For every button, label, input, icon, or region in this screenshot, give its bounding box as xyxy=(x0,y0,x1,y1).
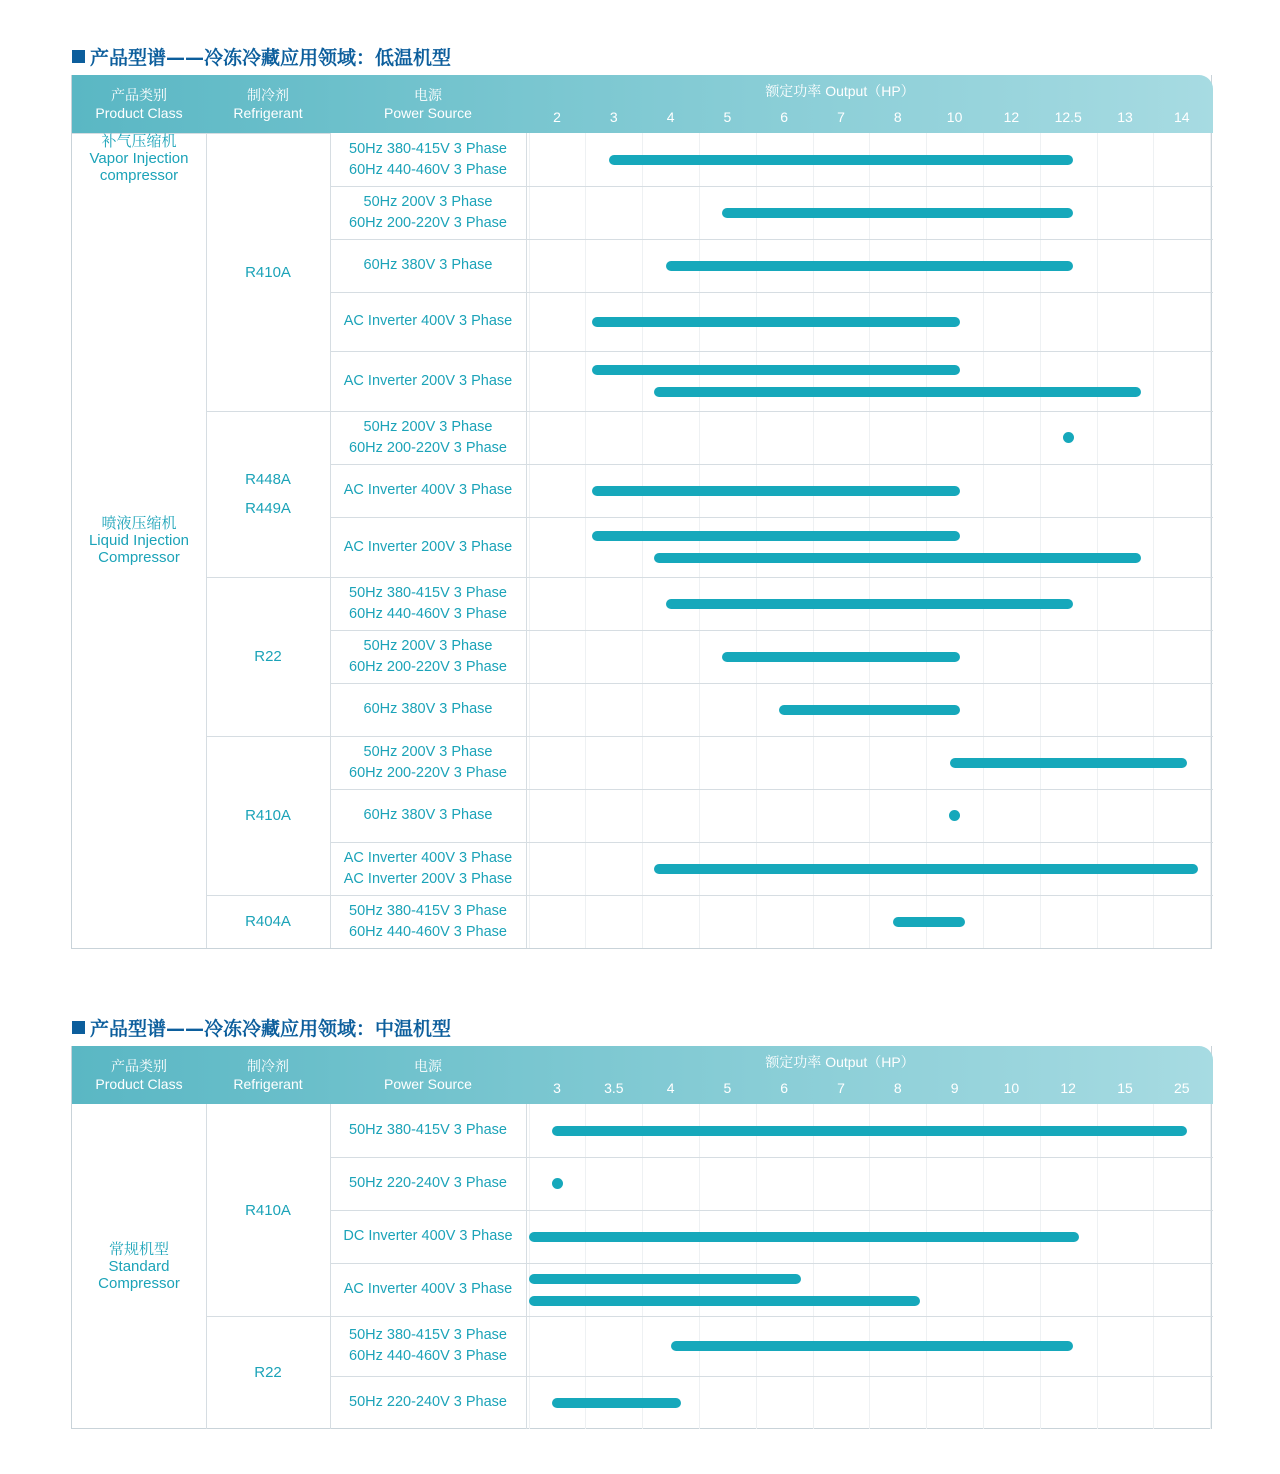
spectrum-table xyxy=(71,1046,1212,1429)
grid-vline xyxy=(813,1104,814,1429)
header-class-en: Product Class xyxy=(95,105,183,121)
power-source-text: 60Hz 200-220V 3 Phase xyxy=(349,764,507,781)
grid-vline xyxy=(529,133,530,948)
range-bar xyxy=(592,486,960,496)
output-axis-title: 额定功率 Output（HP） xyxy=(765,1054,915,1070)
range-dot xyxy=(949,810,960,821)
column-divider xyxy=(526,133,527,948)
grid-vline xyxy=(642,1104,643,1429)
power-source-label xyxy=(330,1104,526,1157)
header-ref-en: Refrigerant xyxy=(233,1076,303,1092)
header-class-en: Product Class xyxy=(95,1076,183,1092)
power-source-text: AC Inverter 200V 3 Phase xyxy=(343,538,513,555)
grid-vline xyxy=(1153,133,1154,948)
range-bar xyxy=(654,387,1141,397)
refrigerant-text: R22 xyxy=(254,648,282,665)
refrigerant-text: R448A xyxy=(245,471,291,488)
power-source-text: 50Hz 220-240V 3 Phase xyxy=(349,1175,507,1191)
x-tick-label: 12 xyxy=(1003,109,1020,125)
header-class-cn: 产品类别 xyxy=(111,87,167,103)
power-source-label xyxy=(330,842,526,895)
power-source-text: AC Inverter 400V 3 Phase xyxy=(343,313,513,329)
range-bar xyxy=(666,599,1074,609)
power-source-text: 50Hz 380-415V 3 Phase xyxy=(349,1327,507,1343)
grid-vline xyxy=(869,1104,870,1429)
product-class-text: 补气压缩机 xyxy=(101,133,177,150)
range-bar xyxy=(592,365,960,375)
power-source-label xyxy=(330,630,526,683)
x-tick-label: 3 xyxy=(553,1080,561,1096)
power-source-label xyxy=(330,351,526,411)
x-tick-label: 5 xyxy=(723,109,732,125)
mid-temp-section xyxy=(0,1013,1280,1433)
refrigerant-text: R410A xyxy=(245,263,291,281)
section-title xyxy=(72,1013,451,1041)
header-pow-en: Power Source xyxy=(384,1076,472,1092)
power-source-label xyxy=(330,517,526,577)
section-title xyxy=(72,42,451,70)
range-bar xyxy=(671,1341,1073,1351)
grid-vline xyxy=(1097,133,1098,948)
x-tick-label: 14 xyxy=(1174,109,1190,125)
power-source-text: 50Hz 380-415V 3 Phase xyxy=(349,584,507,601)
title-square-icon xyxy=(72,50,85,63)
table-header xyxy=(72,1046,1213,1104)
power-source-text: 60Hz 200-220V 3 Phase xyxy=(349,439,507,456)
range-bar xyxy=(779,705,959,715)
x-tick-label: 3 xyxy=(609,109,618,125)
grid-vline xyxy=(1040,1104,1041,1429)
x-tick-label: 7 xyxy=(837,109,845,125)
power-source-text: 60Hz 200-220V 3 Phase xyxy=(349,214,507,231)
grid-vline xyxy=(983,133,984,948)
range-bar xyxy=(529,1232,1079,1242)
range-bar xyxy=(552,1398,681,1408)
product-class-text: Vapor Injection xyxy=(89,150,189,167)
power-source-text: 60Hz 440-460V 3 Phase xyxy=(349,605,507,622)
table-body xyxy=(72,133,1213,949)
refrigerant-label xyxy=(206,736,330,895)
product-class-text: Liquid Injection xyxy=(88,532,190,549)
section-title-text: 产品型谱——冷冻冷藏应用领域：中温机型 xyxy=(90,1017,452,1040)
header-refrigerant xyxy=(206,1046,330,1104)
x-tick-label: 12 xyxy=(1060,1080,1076,1096)
grid-vline xyxy=(585,133,586,948)
grid-vline xyxy=(529,1104,530,1429)
power-source-label xyxy=(330,1376,526,1429)
product-class-text: Standard xyxy=(108,1258,170,1275)
power-source-label xyxy=(330,1316,526,1376)
refrigerant-label xyxy=(206,577,330,736)
range-bar xyxy=(722,652,959,662)
power-source-text: 60Hz 440-460V 3 Phase xyxy=(349,1348,507,1364)
low-temp-section xyxy=(0,42,1280,952)
power-source-label xyxy=(330,464,526,517)
power-source-label xyxy=(330,736,526,789)
x-tick-label: 8 xyxy=(893,109,902,125)
power-source-text: 60Hz 380V 3 Phase xyxy=(363,701,493,717)
header-pow-cn: 电源 xyxy=(414,1058,442,1074)
power-source-text: 50Hz 200V 3 Phase xyxy=(363,637,493,654)
column-divider xyxy=(526,1104,527,1429)
title-square-icon xyxy=(72,1021,85,1034)
power-source-text: AC Inverter 400V 3 Phase xyxy=(343,482,513,498)
power-source-label xyxy=(330,239,526,292)
power-source-text: 50Hz 380-415V 3 Phase xyxy=(349,1122,507,1138)
x-tick-label: 15 xyxy=(1117,1080,1133,1096)
power-source-label xyxy=(330,577,526,630)
power-source-text: AC Inverter 400V 3 Phase xyxy=(343,849,513,866)
refrigerant-text: R449A xyxy=(245,500,291,517)
power-source-text: 50Hz 200V 3 Phase xyxy=(363,193,493,210)
x-tick-label: 13 xyxy=(1117,109,1133,125)
x-tick-label: 6 xyxy=(780,109,789,125)
power-source-text: 60Hz 200-220V 3 Phase xyxy=(349,658,507,675)
range-dot xyxy=(1063,432,1074,443)
x-tick-label: 12.5 xyxy=(1054,109,1082,125)
product-class-text: 常规机型 xyxy=(108,1241,169,1258)
header-pow-cn: 电源 xyxy=(414,87,442,103)
product-class-text: 喷液压缩机 xyxy=(101,515,177,532)
power-source-label xyxy=(330,186,526,239)
x-tick-label: 10 xyxy=(1003,1080,1020,1096)
refrigerant-label xyxy=(206,133,330,411)
product-class-label xyxy=(72,1104,206,1429)
power-source-text: 50Hz 200V 3 Phase xyxy=(363,418,493,435)
x-tick-label: 2 xyxy=(553,109,561,125)
power-source-text: 50Hz 220-240V 3 Phase xyxy=(349,1394,507,1410)
power-source-label xyxy=(330,1157,526,1210)
power-source-text: AC Inverter 200V 3 Phase xyxy=(343,870,513,887)
grid-vline xyxy=(756,1104,757,1429)
range-bar xyxy=(654,864,1198,874)
refrigerant-text: R410A xyxy=(245,807,291,824)
power-source-label xyxy=(330,789,526,842)
x-tick-label: 3.5 xyxy=(604,1080,624,1096)
power-source-label xyxy=(330,683,526,736)
range-bar xyxy=(950,758,1187,768)
spectrum-table xyxy=(71,75,1212,949)
power-source-text: DC Inverter 400V 3 Phase xyxy=(343,1228,513,1244)
output-axis-title: 额定功率 Output（HP） xyxy=(765,83,915,99)
x-tick-label: 25 xyxy=(1174,1080,1190,1096)
x-tick-label: 8 xyxy=(893,1080,902,1096)
product-class-text: Compressor xyxy=(98,549,180,566)
range-bar xyxy=(552,1126,1187,1136)
grid-vline xyxy=(1097,1104,1098,1429)
grid-vline xyxy=(699,1104,700,1429)
x-tick-label: 4 xyxy=(666,1080,675,1096)
x-tick-label: 9 xyxy=(950,1080,959,1096)
power-source-text: 60Hz 380V 3 Phase xyxy=(363,807,493,823)
header-power xyxy=(330,1046,526,1104)
product-class-text: Compressor xyxy=(98,1275,180,1292)
range-bar xyxy=(722,208,1073,218)
x-tick-label: 4 xyxy=(666,109,675,125)
header-ref-en: Refrigerant xyxy=(233,105,303,121)
grid-vline xyxy=(1040,133,1041,948)
table-header xyxy=(72,75,1213,133)
grid-vline xyxy=(926,1104,927,1429)
power-source-label xyxy=(330,411,526,464)
refrigerant-label xyxy=(206,411,330,577)
table-body xyxy=(72,1104,1213,1429)
x-tick-label: 5 xyxy=(723,1080,732,1096)
section-title-text: 产品型谱——冷冻冷藏应用领域：低温机型 xyxy=(90,46,452,69)
header-class xyxy=(72,75,206,133)
product-class-text: compressor xyxy=(99,167,179,184)
power-source-label xyxy=(330,895,526,948)
header-class-cn: 产品类别 xyxy=(111,1058,167,1074)
power-source-text: 50Hz 380-415V 3 Phase xyxy=(349,140,507,157)
range-bar xyxy=(592,531,960,541)
range-dot xyxy=(552,1178,563,1189)
grid-vline xyxy=(585,1104,586,1429)
product-class-label xyxy=(72,133,206,184)
power-source-text: 60Hz 440-460V 3 Phase xyxy=(349,161,507,178)
power-source-text: 50Hz 380-415V 3 Phase xyxy=(349,902,507,919)
refrigerant-text: R404A xyxy=(245,913,291,930)
power-source-label xyxy=(330,1263,526,1316)
grid-vline xyxy=(983,1104,984,1429)
refrigerant-label xyxy=(206,895,330,948)
header-ref-cn: 制冷剂 xyxy=(247,87,289,103)
x-tick-label: 10 xyxy=(946,109,963,125)
power-source-label xyxy=(330,133,526,186)
power-source-text: AC Inverter 400V 3 Phase xyxy=(343,1281,513,1297)
header-refrigerant xyxy=(206,75,330,133)
power-source-text: 60Hz 440-460V 3 Phase xyxy=(349,923,507,940)
power-source-label xyxy=(330,1210,526,1263)
refrigerant-text: R22 xyxy=(254,1364,282,1381)
range-bar xyxy=(654,553,1141,563)
range-bar xyxy=(592,317,960,327)
x-tick-label: 7 xyxy=(837,1080,845,1096)
grid-vline xyxy=(1210,1104,1211,1429)
refrigerant-label xyxy=(206,1104,330,1316)
power-source-label xyxy=(330,292,526,351)
range-bar xyxy=(666,261,1074,271)
grid-vline xyxy=(1153,1104,1154,1429)
refrigerant-label xyxy=(206,1316,330,1429)
power-source-text: 60Hz 380V 3 Phase xyxy=(363,257,493,273)
product-class-label xyxy=(72,133,206,948)
refrigerant-text: R410A xyxy=(245,1201,291,1219)
power-source-text: AC Inverter 200V 3 Phase xyxy=(343,372,513,389)
range-bar xyxy=(893,917,965,927)
power-source-text: 50Hz 200V 3 Phase xyxy=(363,743,493,760)
header-pow-en: Power Source xyxy=(384,105,472,121)
x-tick-label: 6 xyxy=(780,1080,789,1096)
range-bar xyxy=(529,1296,920,1306)
grid-vline xyxy=(1210,133,1211,948)
header-power xyxy=(330,75,526,133)
header-class xyxy=(72,1046,206,1104)
range-bar xyxy=(529,1274,800,1284)
range-bar xyxy=(609,155,1073,165)
header-ref-cn: 制冷剂 xyxy=(247,1058,289,1074)
